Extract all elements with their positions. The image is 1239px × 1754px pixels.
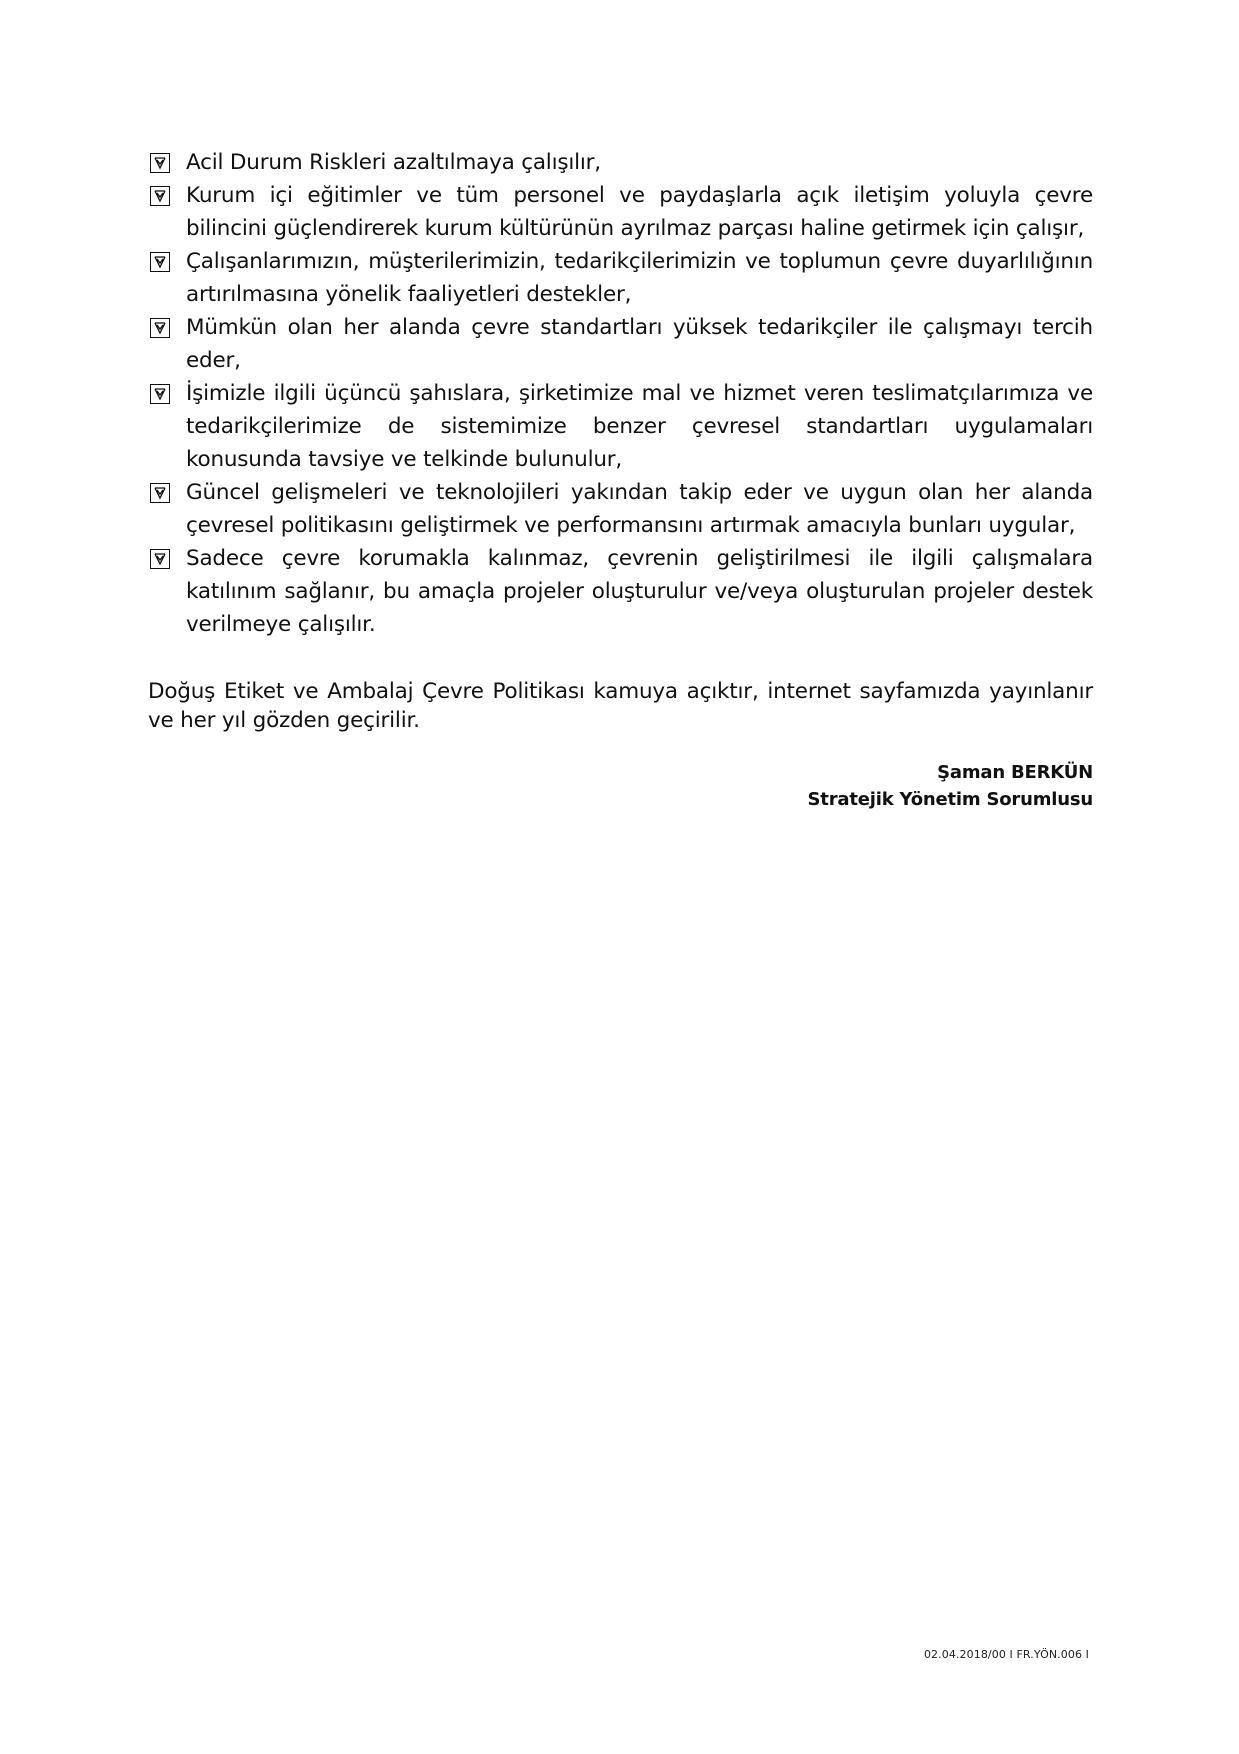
signature-block <box>148 759 1093 813</box>
list-item-text: Çalışanlarımızın, müşterilerimizin, tedarikçilerimizin ve toplumun çevre duyarlılığının artırılmasına yönelik faaliyetleri destekler, <box>186 249 1093 307</box>
list-item <box>148 179 1093 245</box>
checkbox-icon <box>150 318 170 338</box>
list-item-text: Güncel gelişmeleri ve teknolojileri yakından takip eder ve uygun olan her alanda çevresel politikasını geliştirmek ve performansını artırmak amacıyla bunları uygular, <box>186 480 1093 538</box>
list-item-text: Acil Durum Riskleri azaltılmaya çalışılır, <box>186 150 601 175</box>
signature-name: Şaman BERKÜN <box>937 762 1093 783</box>
list-item-text: Kurum içi eğitimler ve tüm personel ve paydaşlarla açık iletişim yoluyla çevre bilincini güçlendirerek kurum kültürünün ayrılmaz parçası haline getirmek için çalışır, <box>186 183 1093 241</box>
list-item <box>148 311 1093 377</box>
closing-statement: Doğuş Etiket ve Ambalaj Çevre Politikası kamuya açıktır, internet sayfamızda yayınlanır ve her yıl gözden geçirilir. <box>148 679 1093 733</box>
list-item <box>148 377 1093 476</box>
list-item <box>148 476 1093 542</box>
list-item-text: Sadece çevre korumakla kalınmaz, çevrenin geliştirilmesi ile ilgili çalışmalara katılınım sağlanır, bu amaçla projeler oluşturulur ve/veya oluşturulan projeler destek verilmeye çalışılır. <box>186 546 1093 637</box>
checkbox-icon <box>150 252 170 272</box>
list-item <box>148 542 1093 641</box>
checkbox-icon <box>150 549 170 569</box>
policy-list <box>148 146 1093 641</box>
list-item <box>148 146 1093 179</box>
checkbox-icon <box>150 153 170 173</box>
list-item-text: Mümkün olan her alanda çevre standartları yüksek tedarikçiler ile çalışmayı tercih eder, <box>186 315 1093 373</box>
list-item <box>148 245 1093 311</box>
footer-doc-code: 02.04.2018/00 I FR.YÖN.006 I <box>923 1648 1089 1661</box>
document-body <box>148 146 1093 813</box>
checkbox-icon <box>150 483 170 503</box>
checkbox-icon <box>150 384 170 404</box>
list-item-text: İşimizle ilgili üçüncü şahıslara, şirketimize mal ve hizmet veren teslimatçılarımıza ve tedarikçilerimize de sistemimize benzer çevresel standartları uygulamaları konusunda tavsiye ve telkinde bulunulur, <box>186 381 1093 472</box>
checkbox-icon <box>150 186 170 206</box>
signature-title: Stratejik Yönetim Sorumlusu <box>807 789 1093 810</box>
